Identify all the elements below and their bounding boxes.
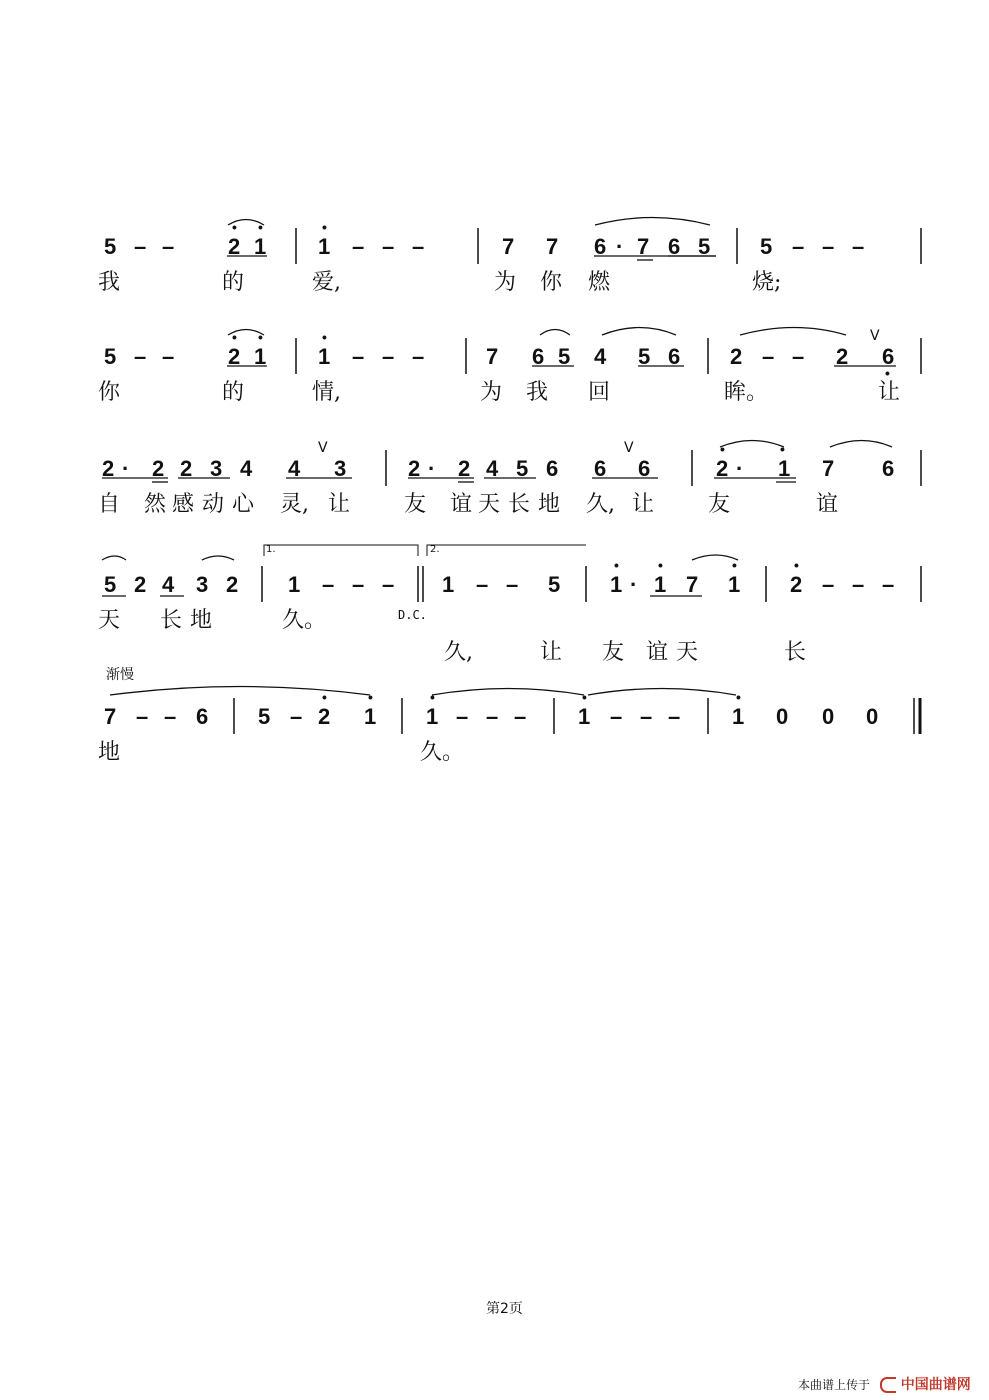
note: 2 <box>228 234 241 259</box>
note: · <box>616 234 624 259</box>
note: 6 <box>196 704 209 729</box>
note: – <box>134 234 147 259</box>
note: 2 <box>730 344 743 369</box>
footer-upload <box>798 1374 971 1394</box>
note: 0 <box>822 704 835 729</box>
lyric: 让 <box>632 492 655 517</box>
note: 6 <box>546 456 559 481</box>
note: – <box>162 234 175 259</box>
note: 1 <box>610 572 623 597</box>
note: · <box>630 572 638 597</box>
octave-dot: • <box>258 329 263 345</box>
octave-dot: • <box>794 557 799 573</box>
lyric: 你 <box>98 380 121 405</box>
note: 6 <box>594 234 607 259</box>
lyric: 动 <box>202 492 225 517</box>
upload-text: 本曲谱上传于 <box>798 1378 871 1392</box>
note: – <box>352 234 365 259</box>
note: 5 <box>548 572 561 597</box>
note: 6 <box>668 344 681 369</box>
lyric: 天 <box>676 640 699 665</box>
lyric: 友 <box>708 492 731 517</box>
site-logo[interactable] <box>880 1377 971 1393</box>
note: 2 <box>180 456 193 481</box>
note: · <box>122 456 130 481</box>
note: 1 <box>318 344 331 369</box>
note: 2 <box>458 456 471 481</box>
note: 6 <box>594 456 607 481</box>
note: 6 <box>638 456 651 481</box>
octave-dot: • <box>658 557 663 573</box>
note: – <box>822 234 835 259</box>
note: 1 <box>288 572 301 597</box>
note: 6 <box>882 344 895 369</box>
note: 4 <box>288 456 301 481</box>
note: – <box>640 704 653 729</box>
octave-dot: • <box>780 441 785 457</box>
note: 7 <box>637 234 650 259</box>
lyric: 心 <box>232 492 255 517</box>
note: – <box>290 704 303 729</box>
octave-dot: • <box>232 219 237 235</box>
note: 4 <box>486 456 499 481</box>
note: – <box>476 572 489 597</box>
note: 5 <box>516 456 529 481</box>
octave-dot: • <box>322 329 327 345</box>
lyric: 长 <box>508 492 531 517</box>
tempo-marking: 渐慢 <box>106 667 134 683</box>
note: 7 <box>546 234 559 259</box>
note: 1 <box>654 572 667 597</box>
lyric: 久。 <box>420 740 465 765</box>
breath-mark: V <box>624 440 634 456</box>
lyric: 让 <box>540 640 563 665</box>
octave-dot: • <box>614 557 619 573</box>
note: – <box>412 344 425 369</box>
lyric: 燃 <box>588 270 611 295</box>
lyric: 长 <box>160 608 183 633</box>
note: – <box>382 234 395 259</box>
lyric: 地 <box>538 492 561 517</box>
lyric: 久, <box>444 640 473 665</box>
note: 6 <box>532 344 545 369</box>
note: 1 <box>254 344 267 369</box>
page-number: 第2页 <box>486 1301 523 1317</box>
note: 1 <box>318 234 331 259</box>
note: – <box>852 572 865 597</box>
note: 7 <box>502 234 515 259</box>
note: – <box>382 344 395 369</box>
note: 4 <box>240 456 253 481</box>
lyric: 的 <box>222 380 245 405</box>
lyric: 天 <box>478 492 501 517</box>
lyric: 长 <box>784 640 807 665</box>
octave-dot: • <box>322 689 327 705</box>
note: 5 <box>104 234 117 259</box>
octave-dot-low: • <box>885 365 890 381</box>
note: 2 <box>318 704 331 729</box>
note: – <box>514 704 527 729</box>
breath-mark: V <box>318 440 328 456</box>
note: 2 <box>790 572 803 597</box>
note: 1 <box>728 572 741 597</box>
octave-dot: • <box>322 219 327 235</box>
lyric: 久。 <box>282 608 327 633</box>
lyric: 友 <box>404 492 427 517</box>
note: 2 <box>152 456 165 481</box>
lyric: 你 <box>540 270 563 295</box>
note: 0 <box>776 704 789 729</box>
note: 1 <box>778 456 791 481</box>
note: – <box>164 704 177 729</box>
lyric: 久, <box>586 492 615 517</box>
breath-mark: V <box>870 328 880 344</box>
note: – <box>456 704 469 729</box>
note: – <box>506 572 519 597</box>
octave-dot: • <box>582 689 587 705</box>
lyric: 的 <box>222 270 245 295</box>
note: 6 <box>668 234 681 259</box>
lyric: 让 <box>878 380 901 405</box>
note: – <box>352 344 365 369</box>
lyric: 灵, <box>280 492 309 517</box>
octave-dot: • <box>430 689 435 705</box>
note: – <box>792 344 805 369</box>
lyric: 地 <box>190 608 213 633</box>
note: 5 <box>104 344 117 369</box>
note: 5 <box>258 704 271 729</box>
lyric: 感 <box>172 492 195 517</box>
note: – <box>162 344 175 369</box>
lyric: 眸。 <box>724 380 769 405</box>
volta-2: 2. <box>430 544 440 555</box>
note: 2 <box>226 572 239 597</box>
note: 5 <box>558 344 571 369</box>
note: – <box>792 234 805 259</box>
lyric: 让 <box>328 492 351 517</box>
note: 4 <box>594 344 607 369</box>
logo-icon <box>880 1377 896 1393</box>
note: 3 <box>334 456 347 481</box>
volta-1: 1. <box>266 544 276 555</box>
lyric: 自 <box>98 492 121 517</box>
note: – <box>382 572 395 597</box>
note: 1 <box>442 572 455 597</box>
note: 5 <box>638 344 651 369</box>
lyric: 情, <box>312 380 341 405</box>
note: 2 <box>134 572 147 597</box>
note: – <box>852 234 865 259</box>
note: 7 <box>822 456 835 481</box>
note: 7 <box>486 344 499 369</box>
lyric: 谊 <box>450 492 473 517</box>
note: 2 <box>228 344 241 369</box>
lyric: 为 <box>494 270 517 295</box>
octave-dot: • <box>732 557 737 573</box>
note: 2 <box>716 456 729 481</box>
lyric: 我 <box>526 380 549 405</box>
note: – <box>882 572 895 597</box>
note: 5 <box>698 234 711 259</box>
note: 3 <box>196 572 209 597</box>
note: 6 <box>882 456 895 481</box>
note: – <box>822 572 835 597</box>
note: 5 <box>104 572 117 597</box>
note: · <box>428 456 436 481</box>
note: 2 <box>836 344 849 369</box>
note: 2 <box>102 456 115 481</box>
lyric: 天 <box>98 608 121 633</box>
dc-marking: D.C. <box>398 608 427 622</box>
note: 1 <box>732 704 745 729</box>
lyric: 地 <box>98 740 121 765</box>
octave-dot: • <box>368 689 373 705</box>
note: 1 <box>364 704 377 729</box>
lyric: 谊 <box>816 492 839 517</box>
note: – <box>352 572 365 597</box>
note: 1 <box>426 704 439 729</box>
octave-dot: • <box>736 689 741 705</box>
note: 7 <box>104 704 117 729</box>
lyric: 友 <box>602 640 625 665</box>
note: – <box>134 344 147 369</box>
lyric: 然 <box>144 492 167 517</box>
octave-dot: • <box>720 441 725 457</box>
lyric: 谊 <box>646 640 669 665</box>
lyric: 我 <box>98 270 121 295</box>
note: 1 <box>578 704 591 729</box>
note: – <box>668 704 681 729</box>
note: – <box>486 704 499 729</box>
note: 5 <box>760 234 773 259</box>
note: · <box>736 456 744 481</box>
note: – <box>322 572 335 597</box>
note: 2 <box>408 456 421 481</box>
note: – <box>412 234 425 259</box>
lyric: 为 <box>480 380 503 405</box>
note: 3 <box>210 456 223 481</box>
lyric: 烧; <box>752 270 782 295</box>
octave-dot: • <box>258 219 263 235</box>
note: 7 <box>686 572 699 597</box>
note: – <box>610 704 623 729</box>
note: – <box>762 344 775 369</box>
note: – <box>136 704 149 729</box>
lyric: 爱, <box>312 270 341 295</box>
lyric: 回 <box>588 380 611 405</box>
note: 0 <box>866 704 879 729</box>
note: 4 <box>162 572 175 597</box>
octave-dot: • <box>232 329 237 345</box>
note: 1 <box>254 234 267 259</box>
brand-name: 中国曲谱网 <box>900 1377 971 1393</box>
